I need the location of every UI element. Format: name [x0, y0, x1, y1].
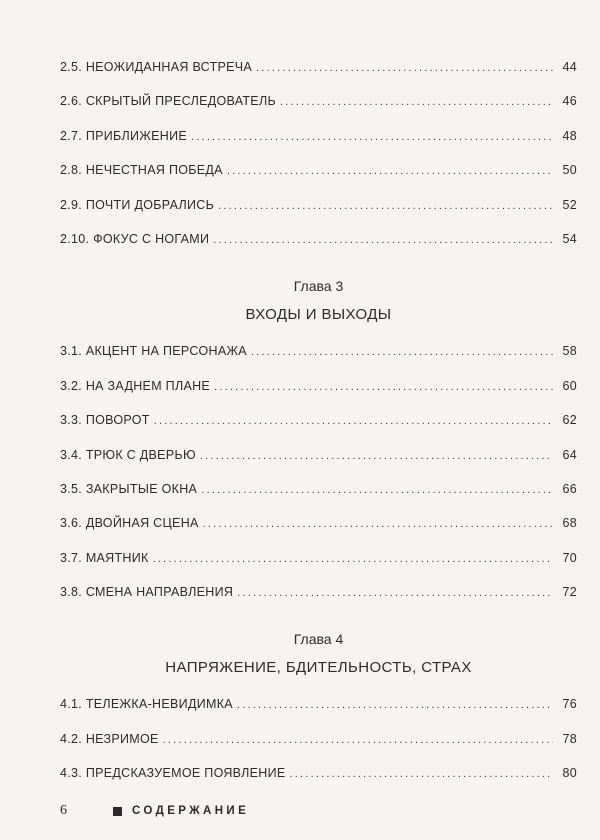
toc-entry-page: 72 — [562, 585, 577, 600]
toc-entry-title: 2.8. НЕЧЕСТНАЯ ПОБЕДА — [60, 163, 223, 178]
toc-entry-page: 70 — [562, 550, 577, 565]
page-number: 6 — [60, 803, 67, 818]
chapter-4-title: НАПРЯЖЕНИЕ, БДИТЕЛЬНОСТЬ, СТРАХ — [165, 659, 472, 677]
toc-entry-title: 4.3. ПРЕДСКАЗУЕМОЕ ПОЯВЛЕНИЕ — [60, 766, 286, 781]
leader-dots — [251, 335, 553, 369]
leader-dots — [201, 473, 553, 507]
leader-dots — [214, 370, 553, 404]
table-of-contents — [60, 50, 577, 791]
toc-entry-page: 66 — [562, 481, 577, 496]
running-section-title: СОДЕРЖАНИЕ — [132, 805, 250, 817]
toc-entry-page: 52 — [562, 197, 577, 212]
toc-entry[interactable] — [60, 369, 577, 403]
leader-dots — [200, 439, 553, 473]
leader-dots — [153, 542, 553, 576]
toc-entry-page: 58 — [562, 344, 577, 359]
toc-entry[interactable] — [60, 722, 577, 756]
toc-entry-page: 64 — [562, 447, 577, 462]
toc-entry-title: 3.4. ТРЮК С ДВЕРЬЮ — [60, 447, 196, 462]
chapter-3-label: Глава 3 — [293, 278, 344, 295]
toc-entry-title: 3.8. СМЕНА НАПРАВЛЕНИЯ — [60, 585, 234, 600]
leader-dots — [237, 576, 553, 610]
toc-entry[interactable] — [60, 84, 577, 118]
toc-entry-title: 3.1. АКЦЕНТ НА ПЕРСОНАЖА — [60, 344, 247, 359]
toc-entry-page: 44 — [562, 60, 577, 74]
toc-entry[interactable] — [60, 687, 577, 721]
toc-entry[interactable] — [60, 153, 577, 187]
toc-entry-page: 60 — [562, 378, 577, 393]
toc-entry[interactable] — [60, 403, 577, 437]
toc-entry-title: 2.7. ПРИБЛИЖЕНИЕ — [60, 128, 188, 143]
page-footer — [60, 803, 249, 819]
toc-entry-title: 2.9. ПОЧТИ ДОБРАЛИСЬ — [60, 197, 215, 212]
toc-entry-title: 2.6. СКРЫТЫЙ ПРЕСЛЕДОВАТЕЛЬ — [60, 94, 276, 109]
leader-dots — [280, 85, 553, 119]
leader-dots — [218, 189, 553, 223]
leader-dots — [290, 757, 553, 791]
leader-dots — [237, 688, 553, 722]
toc-entry-page: 54 — [562, 231, 577, 246]
toc-entry-title: 3.6. ДВОЙНАЯ СЦЕНА — [60, 516, 199, 531]
toc-entry[interactable] — [60, 472, 577, 506]
toc-entry[interactable] — [60, 188, 577, 222]
toc-entry-title: 3.7. МАЯТНИК — [60, 550, 149, 565]
leader-dots — [163, 723, 553, 757]
toc-entry-title: 3.3. ПОВОРОТ — [60, 413, 150, 428]
toc-group-chapter-2 — [60, 50, 577, 256]
toc-entry-page: 68 — [562, 516, 577, 531]
leader-dots — [227, 154, 553, 188]
toc-entry[interactable] — [60, 438, 577, 472]
toc-entry-title: 2.10. ФОКУС С НОГАМИ — [60, 231, 210, 246]
toc-entry[interactable] — [60, 50, 577, 84]
toc-entry-page: 50 — [562, 163, 577, 178]
leader-dots — [213, 223, 553, 257]
toc-entry[interactable] — [60, 541, 577, 575]
toc-entry[interactable] — [60, 506, 577, 540]
toc-entry-page: 78 — [562, 731, 577, 746]
leader-dots — [154, 404, 553, 438]
toc-entry-title: 3.5. ЗАКРЫТЫЕ ОКНА — [60, 481, 198, 496]
toc-group-chapter-3 — [60, 334, 577, 609]
toc-entry-page: 48 — [562, 128, 577, 143]
toc-entry-page: 76 — [562, 697, 577, 712]
toc-group-chapter-4 — [60, 687, 577, 790]
leader-dots — [203, 507, 553, 541]
toc-entry-page: 62 — [562, 413, 577, 428]
toc-entry[interactable] — [60, 119, 577, 153]
leader-dots — [256, 51, 553, 85]
toc-entry-title: 2.5. НЕОЖИДАННАЯ ВСТРЕЧА — [60, 60, 253, 74]
square-bullet-icon — [113, 807, 122, 816]
chapter-4-label: Глава 4 — [293, 631, 344, 648]
toc-entry[interactable] — [60, 575, 577, 609]
toc-entry-title: 4.2. НЕЗРИМОЕ — [60, 731, 159, 746]
leader-dots — [191, 120, 553, 154]
toc-entry[interactable] — [60, 756, 577, 790]
toc-entry[interactable] — [60, 222, 577, 256]
toc-entry-page: 80 — [562, 766, 577, 781]
chapter-3-title: ВХОДЫ И ВЫХОДЫ — [245, 306, 392, 324]
toc-entry-title: 4.1. ТЕЛЕЖКА-НЕВИДИМКА — [60, 697, 233, 712]
toc-entry[interactable] — [60, 334, 577, 368]
toc-entry-title: 3.2. НА ЗАДНЕМ ПЛАНЕ — [60, 378, 211, 393]
toc-entry-page: 46 — [562, 94, 577, 109]
